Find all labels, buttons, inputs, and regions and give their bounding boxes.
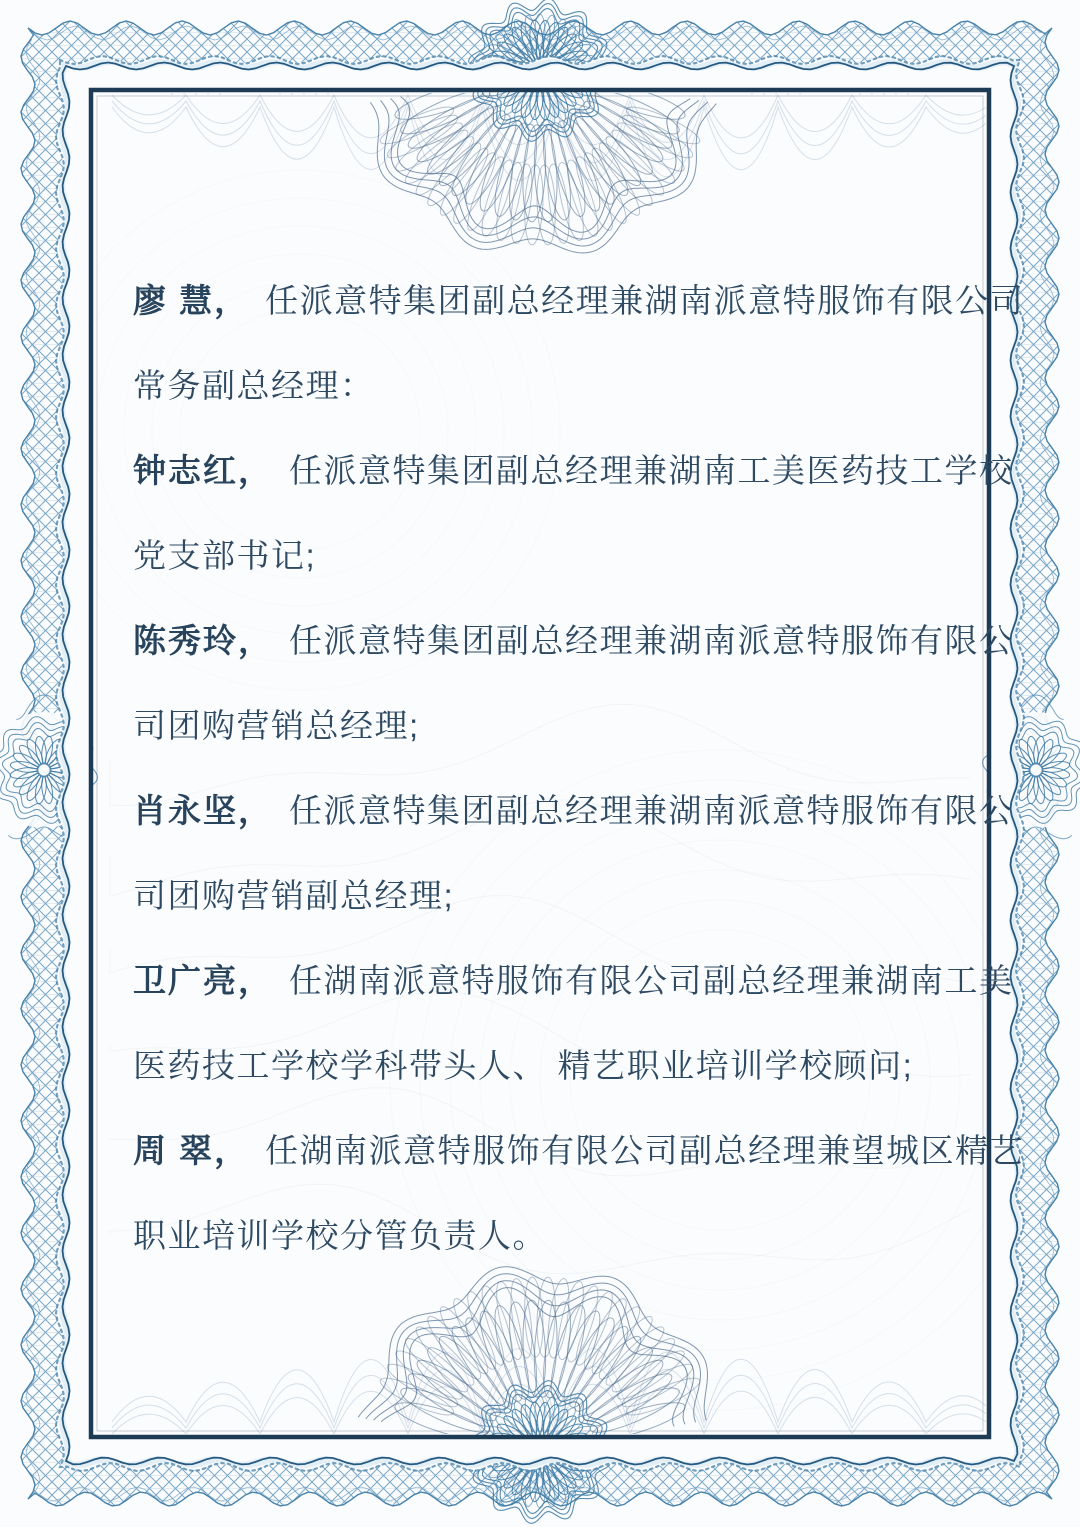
appointment-text: 任派意特集团副总经理兼湖南派意特服饰有限公: [289, 622, 1014, 659]
appointment-line-continued: 职业培训学校分管负责人。: [133, 1217, 547, 1254]
person-name: 肖永坚，: [133, 792, 273, 829]
person-name: 陈秀玲，: [133, 622, 273, 659]
comma: ，: [214, 282, 250, 319]
appointment-text: 任派意特集团副总经理兼湖南工美医药技工学校: [289, 452, 1014, 489]
appointment-entry: [133, 938, 1014, 1108]
appointment-line: [133, 258, 1025, 343]
appointment-text: 任湖南派意特服饰有限公司副总经理兼湖南工美: [289, 962, 1014, 999]
appointment-line: [133, 598, 1014, 683]
appointment-line: [133, 938, 1014, 1023]
comma: ，: [238, 792, 273, 829]
appointment-line: [133, 428, 1014, 513]
appointment-line-continued: 常务副总经理：: [133, 367, 375, 404]
comma: ，: [214, 1132, 250, 1169]
comma: ，: [238, 962, 273, 999]
appointment-entry: [133, 598, 1014, 768]
appointment-line-continued: 医药技工学校学科带头人、 精艺职业培训学校顾问;: [133, 1047, 914, 1084]
appointment-text: 任派意特集团副总经理兼湖南派意特服饰有限公: [289, 792, 1014, 829]
appointment-line-continued: 司团购营销副总经理;: [133, 877, 455, 914]
appointment-entry: [133, 1108, 1025, 1278]
appointment-line-continued: 党支部书记;: [133, 537, 317, 574]
appointment-line-continued: 司团购营销总经理;: [133, 707, 420, 744]
comma: ，: [238, 452, 273, 489]
appointment-entry: [133, 258, 1025, 428]
appointment-entry: [133, 428, 1014, 598]
person-name: 周 翠，: [133, 1132, 250, 1169]
person-name: 钟志红，: [133, 452, 273, 489]
appointment-line: [133, 768, 1014, 853]
appointment-list: [133, 258, 1025, 1278]
appointment-text: 任派意特集团副总经理兼湖南派意特服饰有限公司: [265, 282, 1025, 319]
appointment-text: 任湖南派意特服饰有限公司副总经理兼望城区精艺: [265, 1132, 1025, 1169]
person-name: 廖 慧，: [133, 282, 250, 319]
appointment-entry: [133, 768, 1014, 938]
appointment-line: [133, 1108, 1025, 1193]
comma: ，: [238, 622, 273, 659]
person-name: 卫广亮，: [133, 962, 273, 999]
